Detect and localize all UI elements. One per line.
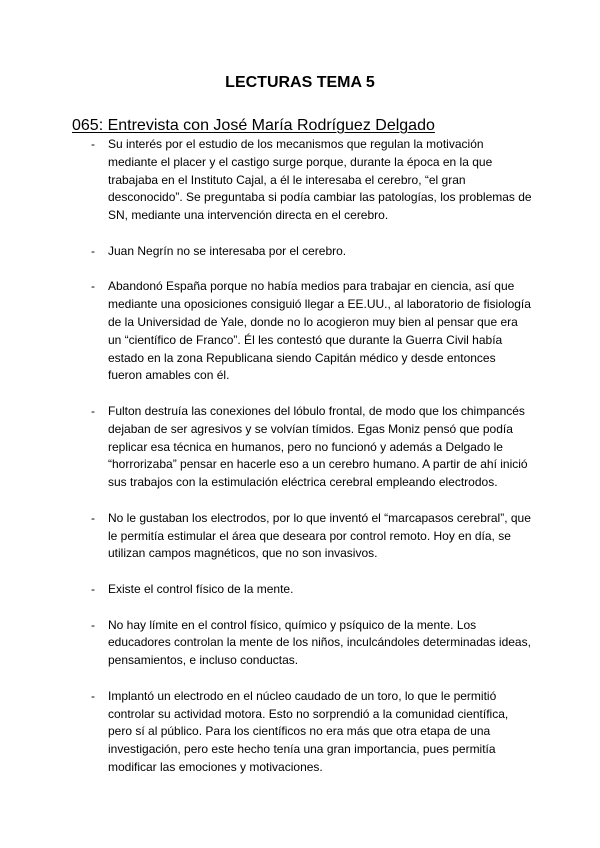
list-item bbox=[72, 278, 532, 385]
bullet-dash: - bbox=[91, 279, 95, 294]
bullet-text: No le gustaban los electrodos, por lo que inventó el “marcapasos cerebral”, que le permitía estimular el área que deseara por control remoto. Hoy en día, se utilizan campos magnéticos, que no son invasivos. bbox=[108, 510, 531, 561]
bullet-dash: - bbox=[91, 243, 95, 258]
list-item bbox=[72, 510, 532, 563]
bullet-text: No hay límite en el control físico, químico y psíquico de la mente. Los educadores controlan la mente de los niños, inculcándoles determinadas ideas, pensamientos, e incluso conductas. bbox=[108, 617, 531, 668]
list-item bbox=[72, 403, 532, 492]
list-item bbox=[72, 617, 532, 670]
bullet-text: Existe el control físico de la mente. bbox=[108, 581, 294, 596]
section-heading: 065: Entrevista con José María Rodríguez Delgado bbox=[72, 117, 435, 134]
bullet-dash: - bbox=[91, 137, 95, 151]
list-item bbox=[72, 688, 532, 777]
bullet-dash: - bbox=[91, 403, 95, 418]
list-item bbox=[72, 581, 532, 599]
bullet-dash: - bbox=[91, 581, 95, 596]
list-item bbox=[72, 243, 532, 261]
bullet-dash: - bbox=[91, 510, 95, 525]
bullet-text: Abandonó España porque no había medios para trabajar en ciencia, así que mediante una oposiciones consiguió llegar a EE.UU., al laboratorio de fisiología de la Universidad de Yale, donde no lo acogieron muy bien al pensar que era un “científico de Franco”. Él les contestó que durante la Guerra Civil había estado en la zona Republicana siendo Capitán médico y desde entonces fueron amables con él. bbox=[108, 279, 531, 383]
bullet-text: Fulton destruía las conexiones del lóbulo frontal, de modo que los chimpancés dejaban de ser agresivos y se volvían tímidos. Egas Moniz pensó que podía replicar esa técnica en humanos, pero no funcionó y además a Delgado le “horrorizaba” pensar en hacerle eso a un cerebro humano. A partir de ahí inició sus trabajos con la estimulación eléctrica cerebral empleando electrodos. bbox=[108, 403, 528, 490]
list-item bbox=[72, 136, 532, 225]
bullet-text: Implantó un electrodo en el núcleo caudado de un toro, lo que le permitió controlar su actividad motora. Esto no sorprendió a la comunidad científica, pero sí al público. Para los científicos no era más que otra etapa de una investigación, pero este hecho tenía una gran importancia, pues permitía modificar las emociones y motivaciones. bbox=[108, 688, 509, 774]
document-title: LECTURAS TEMA 5 bbox=[225, 74, 375, 91]
bullet-dash: - bbox=[91, 688, 95, 703]
bullet-dash: - bbox=[91, 617, 95, 632]
bullet-text: Juan Negrín no se interesaba por el cerebro. bbox=[108, 243, 347, 258]
bullet-text: Su interés por el estudio de los mecanismos que regulan la motivación mediante el placer y el castigo surge porque, durante la época en la que trabajaba en el Instituto Cajal, a él le interesaba el cerebro, “el gran desconocido”. Se preguntaba si podía cambiar las patologías, los problemas de SN, mediante una intervención directa en el cerebro. bbox=[108, 137, 532, 223]
bullet-list bbox=[72, 136, 532, 794]
